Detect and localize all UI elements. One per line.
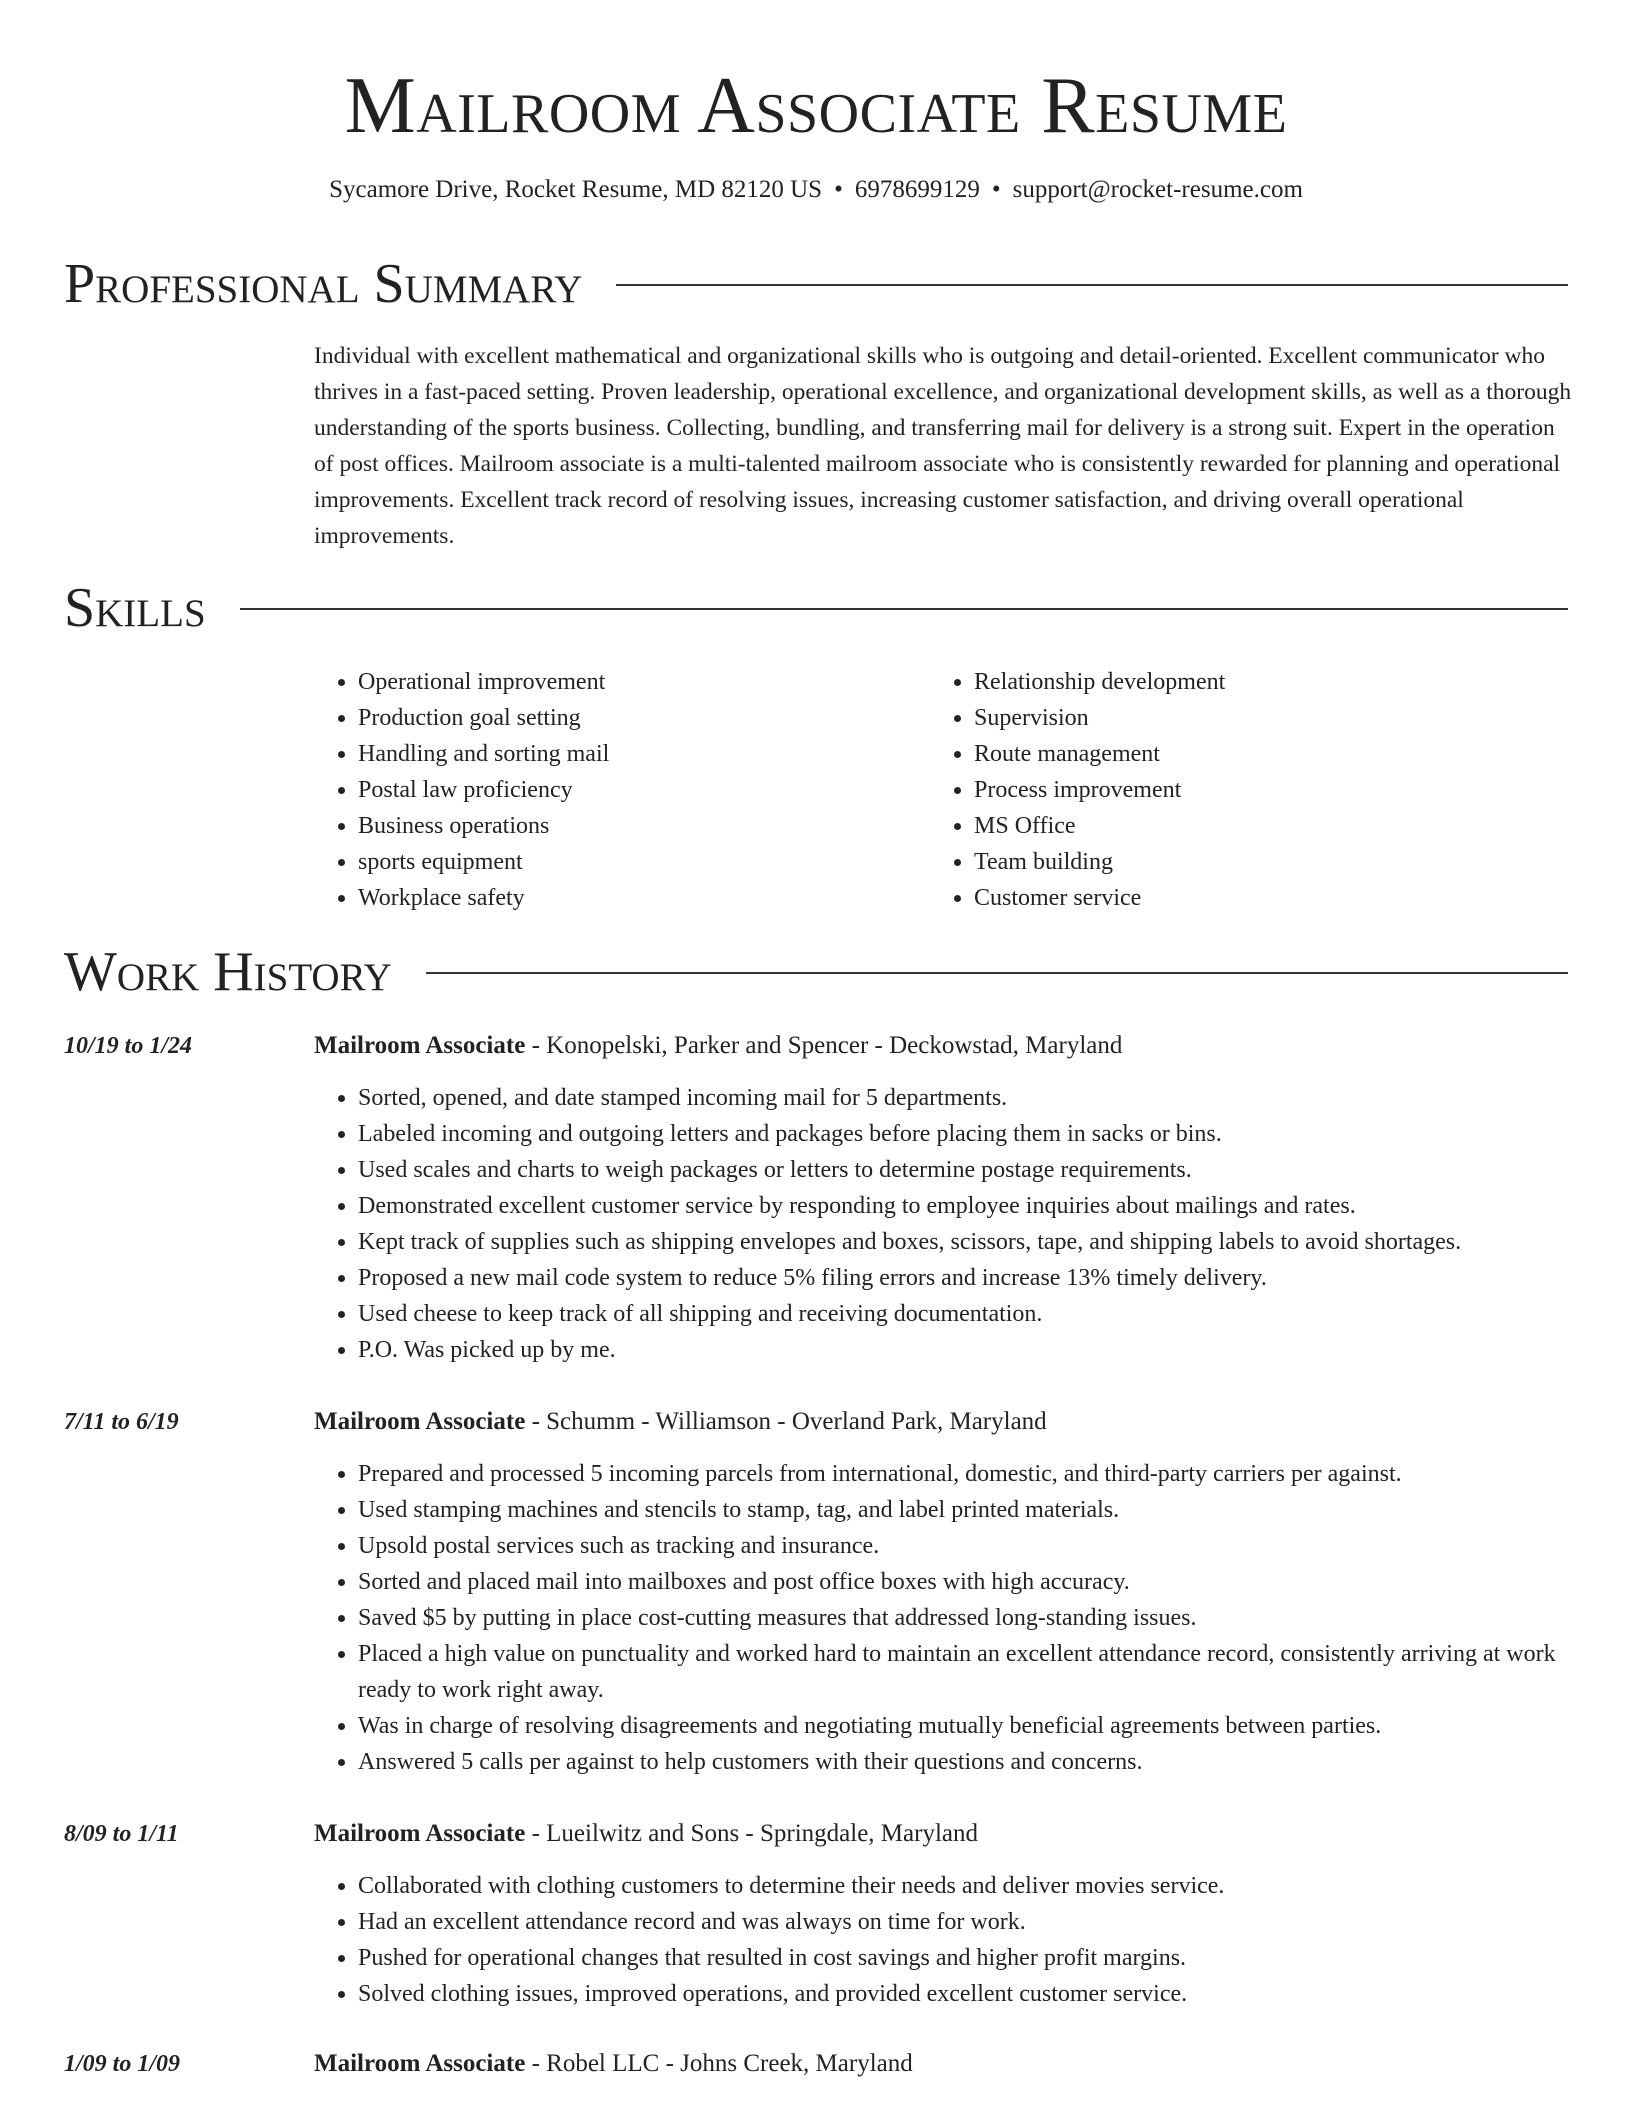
skill-item: • Production goal setting: [358, 700, 914, 736]
section-title-skills: Skills: [64, 577, 206, 639]
job-employer: - Schumm - Williamson - Overland Park, Maryland: [525, 1408, 1047, 1435]
duty-item: • Sorted and placed mail into mailboxes and post office boxes with high accuracy.: [358, 1564, 1568, 1600]
skill-item: • Team building: [974, 844, 1530, 880]
job-role: Mailroom Associate: [314, 2050, 526, 2077]
duty-item: • Labeled incoming and outgoing letters and packages before placing them in sacks or bins.: [358, 1116, 1568, 1152]
skill-item: • Handling and sorting mail: [358, 736, 914, 772]
skill-item: • Business operations: [358, 808, 914, 844]
summary-paragraph: Individual with excellent mathematical and organizational skills who is outgoing and detail-oriented. Excellent communicator who thrives in a fast-paced setting. Proven leadership, operational excellence, and organizational development skills, as well as a thorough understanding of the sports business. Collecting, bundling, and transferring mail for delivery is a strong suit. Expert in the operation of post offices. Mailroom associate is a multi-talented mailroom associate who is consistently rewarded for planning and operational improvements. Excellent track record of resolving issues, increasing customer satisfaction, and driving overall operational improvements.: [314, 343, 1572, 549]
contact-email: support@rocket-resume.com: [1012, 176, 1303, 203]
duty-item: • Answered 5 calls per against to help customers with their questions and concerns.: [358, 1744, 1568, 1780]
duty-item: • Used cheese to keep track of all shipping and receiving documentation.: [358, 1296, 1568, 1332]
job-employer: - Robel LLC - Johns Creek, Maryland: [525, 2050, 913, 2077]
skill-item: • sports equipment: [358, 844, 914, 880]
skill-item: • Process improvement: [974, 772, 1530, 808]
contact-line: [0, 174, 1632, 206]
skills-column-left: [314, 664, 914, 916]
contact-address: Sycamore Drive, Rocket Resume, MD 82120 US: [329, 176, 823, 203]
duty-item: • Used stamping machines and stencils to stamp, tag, and label printed materials.: [358, 1492, 1568, 1528]
duty-item: • Placed a high value on punctuality and worked hard to maintain an excellent attendance record, consistently arriving at work ready to work right away.: [358, 1636, 1568, 1708]
job-employer: - Konopelski, Parker and Spencer - Deckowstad, Maryland: [525, 1032, 1123, 1059]
duty-item: • Kept track of supplies such as shipping envelopes and boxes, scissors, tape, and shipping labels to avoid shortages.: [358, 1224, 1568, 1260]
job-title-line: [314, 1028, 1568, 1064]
skill-item: • Postal law proficiency: [358, 772, 914, 808]
job-duties: [314, 1868, 1568, 2012]
duty-item: • Upsold postal services such as tracking and insurance.: [358, 1528, 1568, 1564]
section-divider: [426, 972, 1568, 974]
duty-item: • Proposed a new mail code system to reduce 5% filing errors and increase 13% timely delivery.: [358, 1260, 1568, 1296]
duty-item: • Had an excellent attendance record and was always on time for work.: [358, 1904, 1568, 1940]
duty-item: • Was in charge of resolving disagreements and negotiating mutually beneficial agreements between parties.: [358, 1708, 1568, 1744]
skill-item: • Relationship development: [974, 664, 1530, 700]
duty-item: • Solved clothing issues, improved operations, and provided excellent customer service.: [358, 1976, 1568, 2012]
section-title-work: Work History: [64, 941, 392, 1003]
contact-phone: 6978699129: [854, 176, 980, 203]
section-divider: [616, 284, 1568, 286]
skill-item: • Route management: [974, 736, 1530, 772]
duty-item: • Sorted, opened, and date stamped incoming mail for 5 departments.: [358, 1080, 1568, 1116]
job-duties: [314, 1080, 1568, 1368]
section-header-work: [64, 940, 1568, 1004]
duty-item: • Pushed for operational changes that resulted in cost savings and higher profit margins.: [358, 1940, 1568, 1976]
job-dates: 10/19 to 1/24: [64, 1033, 193, 1059]
job-dates: 1/09 to 1/09: [64, 2051, 181, 2077]
section-divider: [240, 608, 1568, 610]
job-title-line: [314, 2046, 1568, 2082]
skill-item: • Workplace safety: [358, 880, 914, 916]
job-title-line: [314, 1404, 1568, 1440]
section-title-summary: Professional Summary: [64, 253, 583, 315]
job-title-line: [314, 1816, 1568, 1852]
job-dates: 7/11 to 6/19: [64, 1409, 179, 1435]
job-role: Mailroom Associate: [314, 1820, 526, 1847]
job-employer: - Lueilwitz and Sons - Springdale, Maryland: [525, 1820, 978, 1847]
duty-item: • Demonstrated excellent customer service by responding to employee inquiries about mailings and rates.: [358, 1188, 1568, 1224]
resume-title: Mailroom Associate Resume: [344, 62, 1288, 150]
job-role: Mailroom Associate: [314, 1032, 526, 1059]
job-dates: 8/09 to 1/11: [64, 1821, 179, 1847]
duty-item: • P.O. Was picked up by me.: [358, 1332, 1568, 1368]
section-header-summary: [64, 252, 1568, 316]
section-header-skills: [64, 576, 1568, 640]
job-duties: [314, 1456, 1568, 1780]
duty-item: • Saved $5 by putting in place cost-cutting measures that addressed long-standing issues.: [358, 1600, 1568, 1636]
job-role: Mailroom Associate: [314, 1408, 526, 1435]
skill-item: • Supervision: [974, 700, 1530, 736]
contact-separator: •: [991, 176, 1001, 203]
duty-item: • Used scales and charts to weigh packages or letters to determine postage requirements.: [358, 1152, 1568, 1188]
duty-item: • Collaborated with clothing customers to determine their needs and deliver movies service.: [358, 1868, 1568, 1904]
skill-item: • Operational improvement: [358, 664, 914, 700]
duty-item: • Prepared and processed 5 incoming parcels from international, domestic, and third-party carriers per against.: [358, 1456, 1568, 1492]
skills-column-right: [930, 664, 1530, 916]
skill-item: • Customer service: [974, 880, 1530, 916]
contact-separator: •: [834, 176, 843, 203]
skill-item: • MS Office: [974, 808, 1530, 844]
